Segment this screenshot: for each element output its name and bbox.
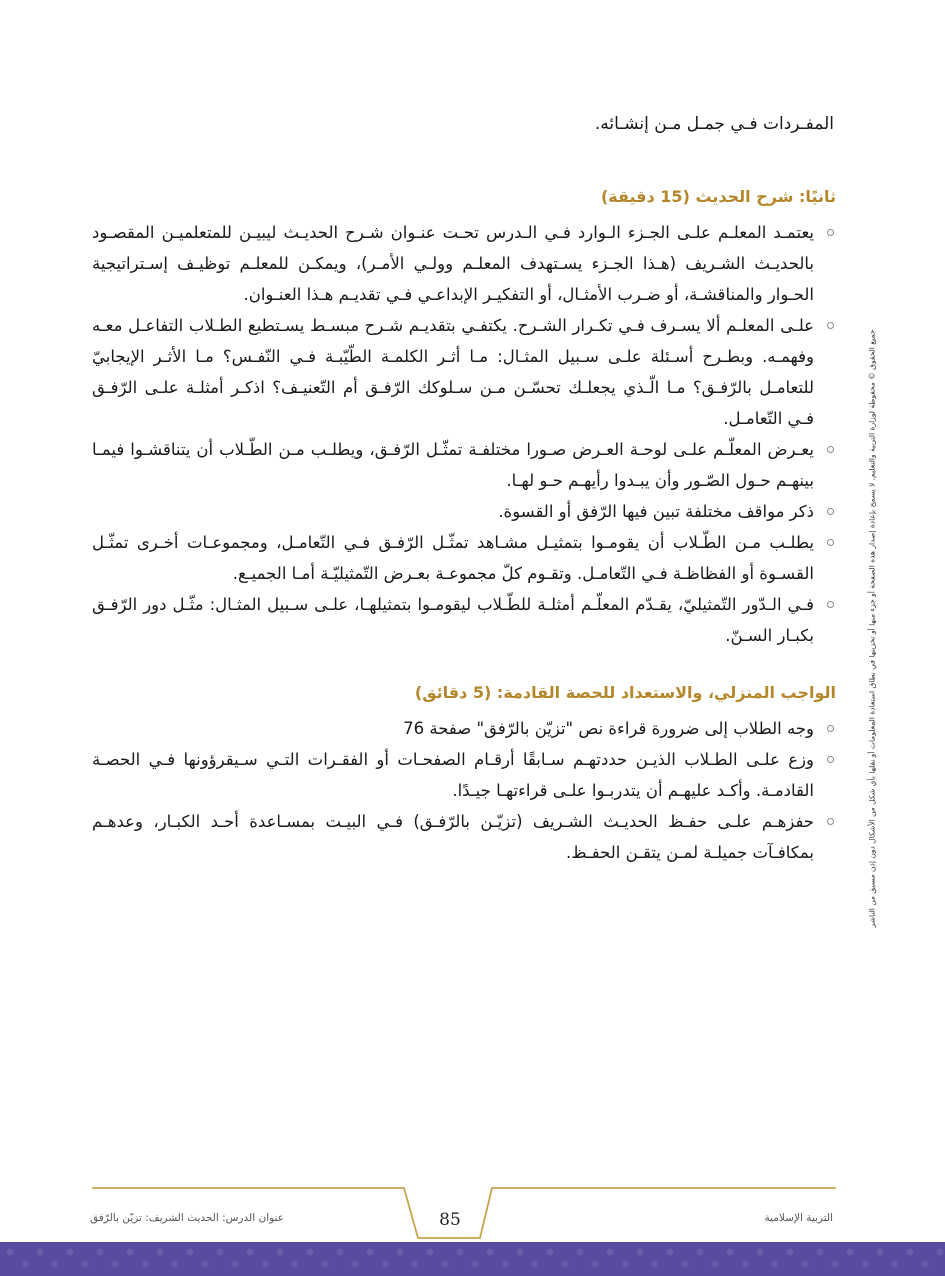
bullet-icon: [827, 508, 834, 515]
footer-subject: التربية الإسلامية: [764, 1212, 833, 1224]
list-item: يعتمـد المعلـم علـى الجـزء الـوارد فـي الـدرس تحـت عنـوان شـرح الحديـث ليبيـن للمتعلميـن المقصـود بالحديـث الشـريف (هـذا الجـزء يسـتهدف المعلـم وولـي الأمـر)، ويمكـن للمعلـم توظيـف إسـتراتيجية الحـوار والمناقشـة، أو ضـرب الأمثـال، أو التفكيـر الإبداعـي فـي تقديـم هـذا العنـوان.: [92, 217, 836, 310]
section3-list: [92, 713, 836, 868]
list-item: يعـرض المعلّـم علـى لوحـة العـرض صـورا مختلفـة تمثّـل الرّفـق، ويطلـب مـن الطّـلاب أن يتناقشـوا فيمـا بينهـم حـول الصّـور وأن يبـدوا رأيهـم حـو لهـا.: [92, 434, 836, 496]
bullet-icon: [827, 818, 834, 825]
bullet-icon: [827, 725, 834, 732]
section2-heading: [92, 185, 836, 209]
section2-label: ثانيًا:: [799, 187, 836, 206]
bullet-icon: [827, 322, 834, 329]
bottom-decorative-band: [0, 1242, 945, 1276]
copyright-side-note: [862, 278, 882, 978]
section2-list: [92, 217, 836, 651]
bullet-icon: [827, 756, 834, 763]
list-item: يطلـب مـن الطّـلاب أن يقومـوا بتمثيـل مشـاهد تمثّـل الرّفـق فـي التّعامـل، ومجموعـات أخـرى تمثّـل القسـوة أو الفظاظـة فـي التّعامـل. وتقـوم كلّ مجموعـة بعـرض التّمثيليّـة أمـا الجميـع.: [92, 527, 836, 589]
bullet-icon: [827, 229, 834, 236]
intro-line: المفـردات فـي جمـل مـن إنشـائه.: [594, 114, 834, 134]
copyright-text: جميع الحقوق © محفوظة لوزارة التربية والتعليم. لا يسمح بإعادة إصدار هذه الصفحة أو جزء منها أو تخزينها في نطاق استعادة المعلومات أو نقلها بأي شكل من الأشكال دون إذن مسبق من الناشر: [867, 329, 877, 927]
section3-heading: الواجب المنزلي، والاستعداد للحصة القادمة: (5 دقائق): [414, 683, 836, 702]
bullet-icon: [827, 446, 834, 453]
footer-lesson-title: عنوان الدرس: الحديث الشريف: تزيّن بالرّفق: [90, 1212, 284, 1224]
section2-title: شرح الحديث (15 دقيقة): [600, 187, 794, 206]
content-area: [92, 108, 836, 868]
list-item: حفزهـم علـى حفـظ الحديـث الشـريف (تزيّـن بالرّفـق) فـي البيـت بمسـاعدة أحـد الكبـار، وعدهـم بمكافـآت جميلـة لمـن يتقـن الحفـظ.: [92, 806, 836, 868]
bullet-icon: [827, 601, 834, 608]
list-item: ذكر مواقف مختلفة تبين فيها الرّفق أو القسوة.: [92, 496, 836, 527]
list-item: وزع علـى الطـلاب الذيـن حددتهـم سـابقًا أرقـام الصفحـات أو الفقـرات التـي سـيقرؤونها فـي الحصـة القادمـة. وأكـد عليهـم أن يتدربـوا علـى قراءتهـا جيـدًا.: [92, 744, 836, 806]
page-number: 85: [439, 1210, 461, 1230]
list-item: وجه الطلاب إلى ضرورة قراءة نص "تزيّن بالرّفق" صفحة 76: [92, 713, 836, 744]
bullet-icon: [827, 539, 834, 546]
list-item: علـى المعلـم ألا يسـرف فـي تكـرار الشـرح. يكتفـي بتقديـم شـرح مبسـط يسـتطيع الطـلاب التفاعـل معـه وفهمـه. وبطـرح أسـئلة علـى سـبيل المثـال: مـا أثـر الكلمـة الطّيّبـة فـي النّفـس؟ مـا الأثـر الإيجابيّ للتعامـل بالرّفـق؟ مـا الّـذي يجعلـك تحسّـن مـن سـلوكك الرّفـق أم التّعنيـف؟ اذكـر أمثلـة علـى الرّفـق فـي التّعامـل.: [92, 310, 836, 434]
list-item: فـي الـدّور التّمثيليّ، يقـدّم المعلّـم أمثلـة للطّـلاب ليقومـوا بتمثيلهـا، علـى سـبيل المثـال: مثّـل دور الرّفـق بكبـار السـنّ.: [92, 589, 836, 651]
